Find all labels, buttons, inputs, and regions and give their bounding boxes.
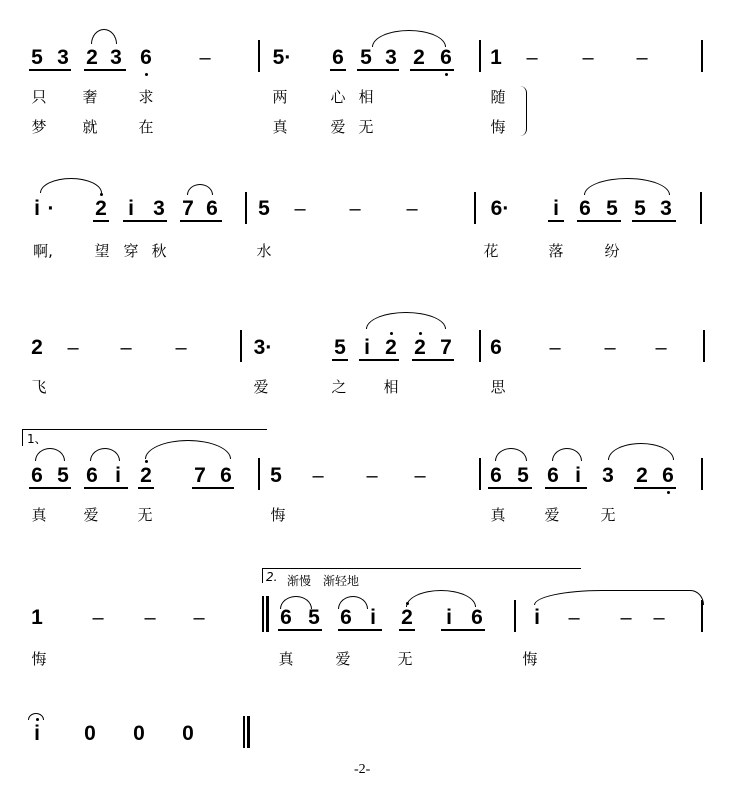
upper-octave-dot: [406, 602, 409, 605]
note: 2: [401, 606, 413, 629]
barline: [479, 40, 481, 72]
lyric: 悔: [490, 118, 506, 136]
note: i: [446, 606, 452, 629]
dash: –: [414, 465, 426, 487]
slur: [372, 30, 446, 47]
volta-bracket-1: [22, 429, 267, 446]
lyric: 真: [490, 506, 506, 524]
lyric: 秋: [151, 242, 167, 260]
note: 5: [57, 464, 69, 487]
upper-octave-dot: [36, 718, 39, 721]
note: 5: [308, 606, 320, 629]
beam-underline: [441, 629, 485, 631]
slur: [552, 448, 582, 461]
slur: [91, 29, 117, 44]
lyric: 真: [278, 650, 294, 668]
dash: –: [294, 198, 306, 220]
dash: –: [655, 337, 667, 359]
lyric: 相: [383, 378, 399, 396]
lyric: 爱: [335, 650, 351, 668]
dash: –: [526, 47, 538, 69]
slur: [35, 448, 65, 461]
beam-underline: [138, 487, 154, 489]
lyric: 飞: [31, 378, 47, 396]
note: 5: [334, 336, 346, 359]
beam-underline: [29, 69, 71, 71]
note: 2: [414, 336, 426, 359]
lyric: 爱: [253, 378, 269, 396]
note: i: [34, 722, 40, 745]
lyric: 求: [138, 88, 154, 106]
note: 7: [194, 464, 206, 487]
slur: [187, 184, 213, 195]
lyric: 思: [490, 378, 506, 396]
lyric: 无: [397, 650, 413, 668]
note: 3: [57, 46, 69, 69]
note: 2: [636, 464, 648, 487]
dash: –: [312, 465, 324, 487]
note: 3: [602, 464, 614, 487]
dash: –: [193, 607, 205, 629]
lyric: 真: [272, 118, 288, 136]
dash: –: [604, 337, 616, 359]
lyric: 无: [137, 506, 153, 524]
note: 7: [440, 336, 452, 359]
upper-octave-dot: [419, 332, 422, 335]
slur: [584, 178, 670, 195]
note: i: [34, 197, 40, 220]
note: 6·: [490, 197, 510, 220]
beam-underline: [338, 629, 382, 631]
beam-underline: [278, 629, 322, 631]
beam-underline: [357, 69, 399, 71]
barline: [474, 192, 476, 224]
note: i: [370, 606, 376, 629]
lyric: 真: [31, 506, 47, 524]
tempo-mark-softer: 渐轻地: [323, 574, 360, 588]
note: 6: [31, 464, 43, 487]
note: ·: [47, 197, 55, 220]
barline: [703, 330, 705, 362]
lyric: 心: [330, 88, 346, 106]
lyric: 无: [600, 506, 616, 524]
barline: [245, 192, 247, 224]
dash: –: [144, 607, 156, 629]
note: 6: [471, 606, 483, 629]
beam-underline: [632, 220, 676, 222]
dash: –: [653, 607, 665, 629]
beam-underline: [29, 487, 71, 489]
slur: [90, 448, 120, 461]
lyric: 梦: [31, 118, 47, 136]
dash: –: [620, 607, 632, 629]
beam-underline: [123, 220, 167, 222]
barline: [240, 330, 242, 362]
upper-octave-dot: [390, 332, 393, 335]
note: 5·: [272, 46, 292, 69]
note: 5: [31, 46, 43, 69]
lyric: 之: [331, 378, 347, 396]
beam-underline: [359, 359, 399, 361]
note: 6: [332, 46, 344, 69]
note: 5: [634, 197, 646, 220]
note: 5: [270, 464, 282, 487]
beam-underline: [410, 69, 454, 71]
barline: [479, 330, 481, 362]
dash: –: [568, 607, 580, 629]
lyric: 在: [138, 118, 154, 136]
slur: [366, 312, 446, 329]
lyric: 望: [94, 242, 110, 260]
upper-octave-dot: [100, 193, 103, 196]
barline: [258, 40, 260, 72]
lower-octave-dot: [445, 73, 448, 76]
note: 2: [385, 336, 397, 359]
tempo-mark-slowing: 渐慢: [287, 574, 312, 588]
page-number: -2-: [354, 762, 371, 777]
dash: –: [366, 465, 378, 487]
beam-underline: [84, 487, 128, 489]
barline: [701, 40, 703, 72]
dash: –: [92, 607, 104, 629]
barline: [700, 192, 702, 224]
note: 6: [340, 606, 352, 629]
note: 6: [86, 464, 98, 487]
final-barline-thick: [247, 716, 250, 748]
note: 6: [140, 46, 152, 69]
lyric: 悔: [522, 650, 538, 668]
note: 3: [660, 197, 672, 220]
beam-underline: [412, 359, 454, 361]
beam-underline: [192, 487, 234, 489]
slur: [534, 590, 704, 605]
lyric: 随: [490, 88, 506, 106]
slur: [495, 448, 527, 461]
beam-underline: [399, 629, 415, 631]
note: 5: [606, 197, 618, 220]
note: i: [128, 197, 134, 220]
note: 2: [413, 46, 425, 69]
dash: –: [67, 337, 79, 359]
dash: –: [199, 47, 211, 69]
lyric: 就: [82, 118, 98, 136]
beam-underline: [84, 69, 126, 71]
final-barline-thin: [243, 716, 245, 748]
note: 6: [280, 606, 292, 629]
lyric: 相: [358, 88, 374, 106]
lyric: 悔: [270, 506, 286, 524]
lyric: 只: [31, 88, 47, 106]
note: 0: [84, 722, 96, 745]
note: 2: [140, 464, 152, 487]
note: 6: [490, 336, 502, 359]
lyric: 无: [358, 118, 374, 136]
lyric: 花: [483, 242, 499, 260]
note: 5: [258, 197, 270, 220]
note: 2: [31, 336, 43, 359]
upper-octave-dot: [145, 460, 148, 463]
lyric: 悔: [31, 650, 47, 668]
note: 6: [206, 197, 218, 220]
note: 6: [490, 464, 502, 487]
repeat-barline-thin: [262, 596, 264, 632]
barline: [701, 600, 703, 632]
note: 6: [440, 46, 452, 69]
dash: –: [120, 337, 132, 359]
note: 5: [360, 46, 372, 69]
lower-octave-dot: [145, 73, 148, 76]
beam-underline: [488, 487, 532, 489]
note: 6: [662, 464, 674, 487]
beam-underline: [545, 487, 587, 489]
note: 5: [517, 464, 529, 487]
barline: [258, 458, 260, 490]
beam-underline: [330, 69, 346, 71]
lyric: 纷: [604, 242, 620, 260]
beam-underline: [332, 359, 348, 361]
note: i: [553, 197, 559, 220]
note: i: [364, 336, 370, 359]
note: i: [115, 464, 121, 487]
note: 3: [153, 197, 165, 220]
note: 3: [385, 46, 397, 69]
note: i: [534, 606, 540, 629]
repeat-barline-thick: [266, 596, 269, 632]
lyric: 落: [548, 242, 564, 260]
lyric: 爱: [83, 506, 99, 524]
lyric: 水: [256, 242, 272, 260]
beam-underline: [180, 220, 222, 222]
slur: [40, 178, 102, 193]
note: 0: [182, 722, 194, 745]
lyric: 爱: [544, 506, 560, 524]
slur: [608, 443, 674, 460]
barline: [479, 458, 481, 490]
note: 2: [86, 46, 98, 69]
lower-octave-dot: [667, 491, 670, 494]
note: 6: [579, 197, 591, 220]
note: i: [575, 464, 581, 487]
beam-underline: [548, 220, 564, 222]
slur: [406, 590, 476, 607]
note: 1: [31, 606, 43, 629]
lyric: 啊,: [33, 242, 53, 260]
dash: –: [349, 198, 361, 220]
dash: –: [582, 47, 594, 69]
lyric: 穿: [123, 242, 139, 260]
lyric: 奢: [82, 88, 98, 106]
lyric: 两: [272, 88, 288, 106]
dash: –: [636, 47, 648, 69]
note: 6: [547, 464, 559, 487]
note: 7: [182, 197, 194, 220]
verse-brace: [520, 86, 527, 136]
lyric: 爱: [330, 118, 346, 136]
dash: –: [549, 337, 561, 359]
dash: –: [175, 337, 187, 359]
note: 3: [110, 46, 122, 69]
note: 6: [220, 464, 232, 487]
note: 0: [133, 722, 145, 745]
barline: [514, 600, 516, 632]
note: 3·: [253, 336, 273, 359]
beam-underline: [577, 220, 621, 222]
volta-label: 1、: [27, 432, 47, 446]
beam-underline: [93, 220, 109, 222]
barline: [701, 458, 703, 490]
note: 1: [490, 46, 502, 69]
note: 2: [95, 197, 107, 220]
volta-label: 2.: [266, 570, 278, 584]
beam-underline: [634, 487, 676, 489]
dash: –: [406, 198, 418, 220]
